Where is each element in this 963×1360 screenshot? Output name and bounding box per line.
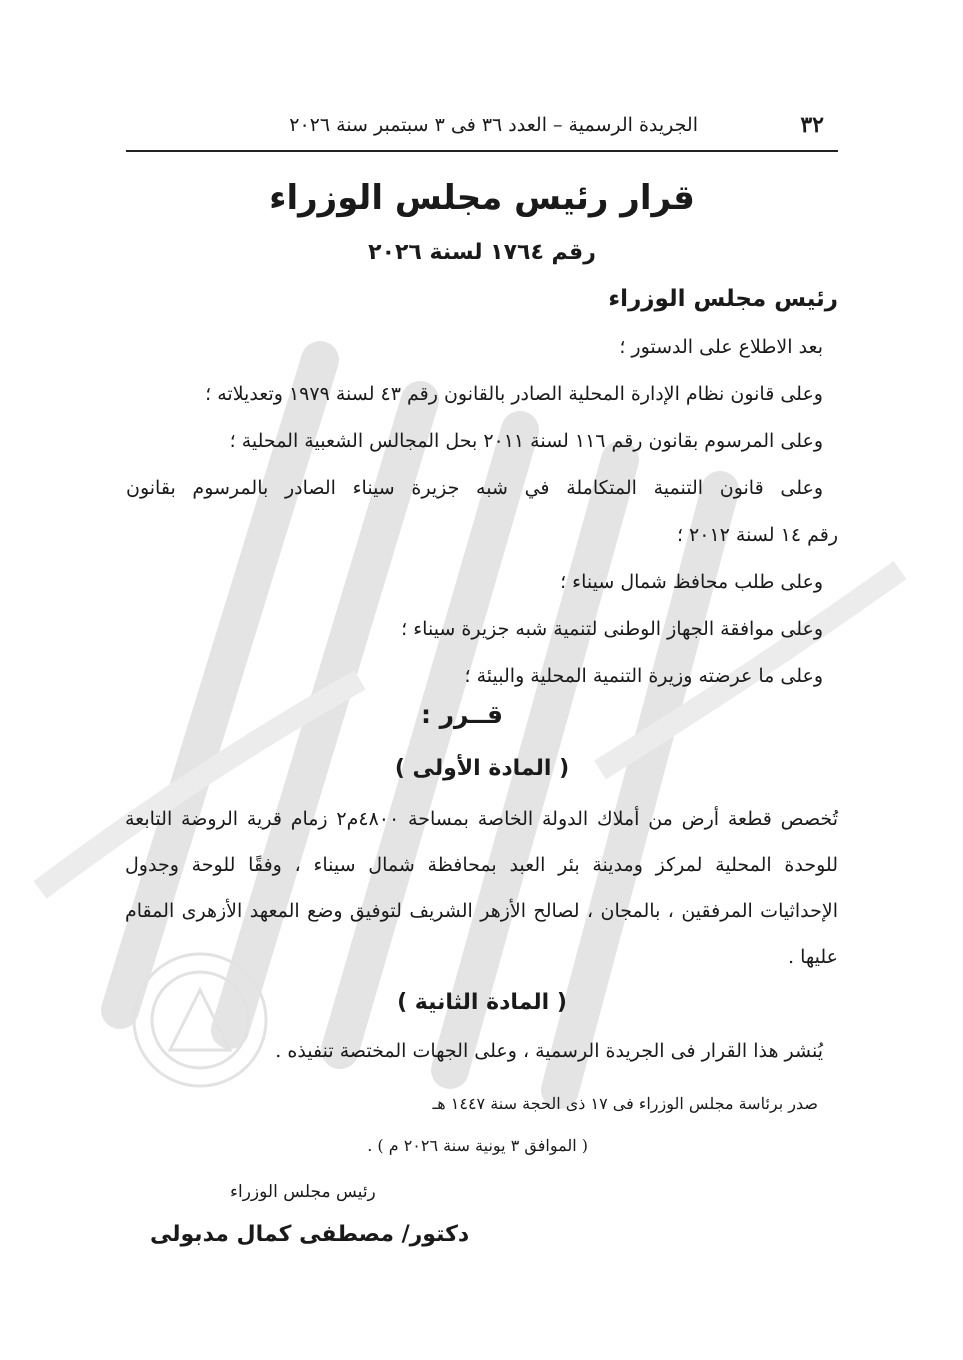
preamble-line: وعلى قانون التنمية المتكاملة في شبه جزيرة سيناء الصادر بالمرسوم بقانون xyxy=(126,477,823,499)
preamble-line: رقم ١٤ لسنة ٢٠١٢ ؛ xyxy=(676,524,838,546)
preamble-line: وعلى قانون نظام الإدارة المحلية الصادر بالقانون رقم ٤٣ لسنة ١٩٧٩ وتعديلاته ؛ xyxy=(205,383,823,405)
preamble-line: وعلى طلب محافظ شمال سيناء ؛ xyxy=(560,571,823,593)
publication-line: الجريدة الرسمية – العدد ٣٦ فى ٣ سبتمبر سنة ٢٠٢٦ xyxy=(289,114,698,136)
decree-number: رقم ١٧٦٤ لسنة ٢٠٢٦ xyxy=(368,240,596,265)
preamble-line: وعلى ما عرضته وزيرة التنمية المحلية والبيئة ؛ xyxy=(464,665,823,687)
decided-label: قــرر : xyxy=(420,700,504,729)
article-two-heading: ( المادة الثانية ) xyxy=(397,990,567,1015)
preamble-line: وعلى المرسوم بقانون رقم ١١٦ لسنة ٢٠١١ بحل المجالس الشعبية المحلية ؛ xyxy=(229,430,823,452)
page-header xyxy=(126,110,838,152)
decree-issuer: رئيس مجلس الوزراء xyxy=(608,286,838,312)
preamble-line: وعلى موافقة الجهاز الوطنى لتنمية شبه جزيرة سيناء ؛ xyxy=(401,618,823,640)
signatory-title: رئيس مجلس الوزراء xyxy=(230,1182,376,1202)
signatory-name: دكتور/ مصطفى كمال مدبولى xyxy=(150,1222,470,1247)
article-one-heading: ( المادة الأولى ) xyxy=(394,756,570,781)
article-two-text: يُنشر هذا القرار فى الجريدة الرسمية ، وعلى الجهات المختصة تنفيذه . xyxy=(275,1040,823,1062)
decree-title: قرار رئيس مجلس الوزراء xyxy=(269,178,695,218)
preamble-line: بعد الاطلاع على الدستور ؛ xyxy=(619,336,823,358)
article-one-text: تُخصص قطعة أرض من أملاك الدولة الخاصة بمساحة ٤٨٠٠م٢ زمام قرية الروضة التابعة للوحدة المحلية لمركز ومدينة بئر العبد بمحافظة شمال سيناء ، وفقًا للوحة وجدول الإحداثيات المرفقين ، بالمجان ، لصالح الأزهر الشريف لتوفيق وضع المعهد الأزهرى المقام عليها . xyxy=(125,808,838,968)
issued-line-gregorian: ( الموافق ٣ يونية سنة ٢٠٢٦ م ) . xyxy=(367,1136,588,1155)
page-number: ٣٢ xyxy=(800,112,824,138)
issued-line-hijri: صدر برئاسة مجلس الوزراء فى ١٧ ذى الحجة سنة ١٤٤٧ هـ xyxy=(432,1094,818,1113)
